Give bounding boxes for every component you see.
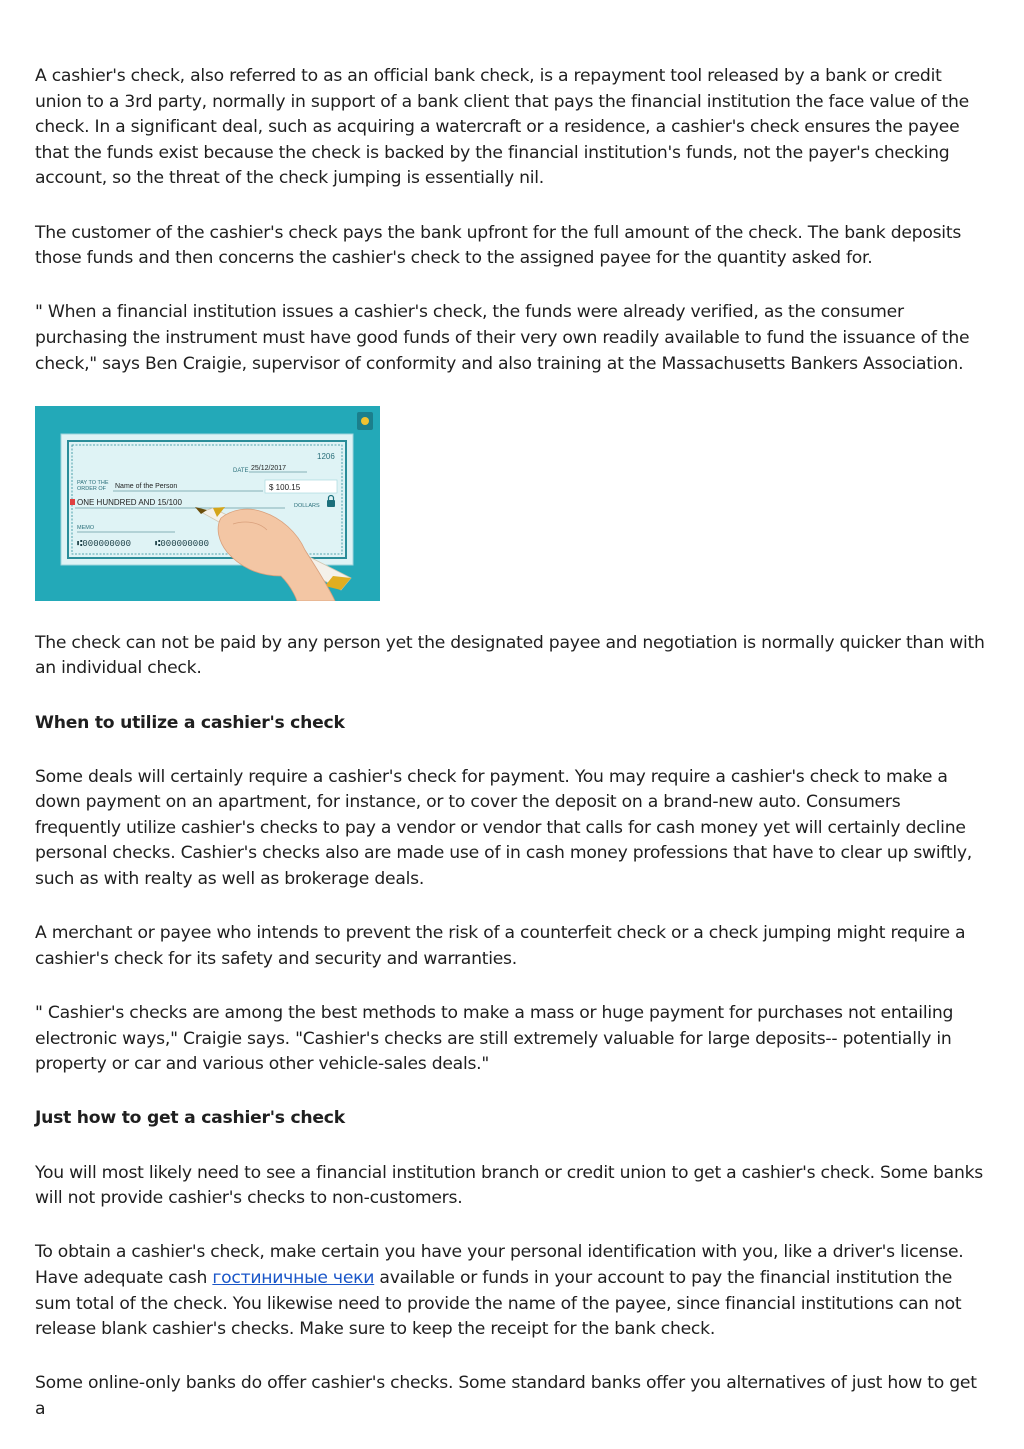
date-label: DATE: [233, 467, 249, 474]
check-svg: [35, 406, 380, 601]
amount-words: ONE HUNDRED AND 15/100: [77, 497, 182, 507]
section-heading: When to utilize a cashier's check: [35, 712, 345, 733]
check-date: 25/12/2017: [251, 464, 287, 472]
paragraph: A cashier's check, also referred to as an official bank check, is a repayment tool released by a bank or credit union to a 3rd party, normally in support of a bank client that pays the financial institution the face value of the check. In a significant deal, such as acquiring a watercraft or a residence, a cashier's check ensures the payee that the funds exist because the check is backed by the financial institution's funds, not the payer's checking account, so the threat of the check jumping is essentially nil.: [35, 66, 969, 189]
micr-line-2: ⑆000000000: [155, 538, 210, 549]
micr-line-1: ⑆000000000: [77, 538, 132, 549]
pay-label: PAY TO THE: [77, 479, 109, 486]
hotel-checks-link[interactable]: гостиничные чеки: [212, 1267, 375, 1288]
memo-label: MEMO: [77, 524, 95, 531]
order-label: ORDER OF: [77, 485, 107, 492]
paragraph: The check can not be paid by any person yet the designated payee and negotiation is normally quicker than with an individual check.: [35, 632, 985, 679]
dollars-label: DOLLARS: [294, 502, 320, 509]
paragraph-text: available or funds in your account to pay the financial institution the sum total of the check. You likewise need to provide the name of the payee, since financial institutions can not release blank cashier's checks. Make sure to keep the receipt for the bank check.: [35, 1267, 962, 1340]
check-number: 1206: [317, 451, 335, 461]
paragraph: Some deals will certainly require a cashier's check for payment. You may require a cashier's check to make a down payment on an apartment, for instance, or to cover the deposit on a brand-new auto. Consumers frequently utilize cashier's checks to pay a vendor or vendor that calls for cash money yet will certainly decline personal checks. Cashier's checks also are made use of in cash money professions that have to clear up swiftly, such as with realty as well as brokerage deals.: [35, 766, 973, 890]
check-illustration: [35, 406, 380, 601]
check-amount: $ 100.15: [269, 482, 301, 492]
paragraph: The customer of the cashier's check pays the bank upfront for the full amount of the check. The bank deposits those funds and then concerns the cashier's check to the assigned payee for the quantity asked for.: [35, 222, 962, 269]
paragraph-text: To obtain a cashier's check, make certain you have your personal identification with you, like a driver's license. Have adequate cash: [35, 1242, 964, 1288]
paragraph: Some online-only banks do offer cashier's checks. Some standard banks offer you alternatives of just how to get a: [35, 1373, 977, 1419]
paragraph: " When a financial institution issues a cashier's check, the funds were already verified, as the consumer purchasing the instrument must have good funds of their very own readily available to fund the issuance of the check," says Ben Craigie, supervisor of conformity and also training at the Massachusetts Bankers Association.: [35, 302, 970, 374]
payee-name: Name of the Person: [115, 482, 178, 490]
logo-icon: [357, 412, 373, 430]
flag-icon: [70, 499, 75, 505]
section-heading: Just how to get a cashier's check: [35, 1108, 345, 1129]
paragraph: " Cashier's checks are among the best methods to make a mass or huge payment for purchases not entailing electronic ways," Craigie says. "Cashier's checks are still extremely valuable for large deposits-- potentially in property or car and various other vehicle-sales deals.": [35, 1003, 954, 1075]
article: [35, 64, 990, 1423]
paragraph: You will most likely need to see a financial institution branch or credit union to get a cashier's check. Some banks will not provide cashier's checks to non-customers.: [35, 1162, 983, 1209]
paragraph: [35, 1240, 990, 1342]
paragraph: A merchant or payee who intends to prevent the risk of a counterfeit check or a check jumping might require a cashier's check for its safety and security and warranties.: [35, 923, 966, 969]
